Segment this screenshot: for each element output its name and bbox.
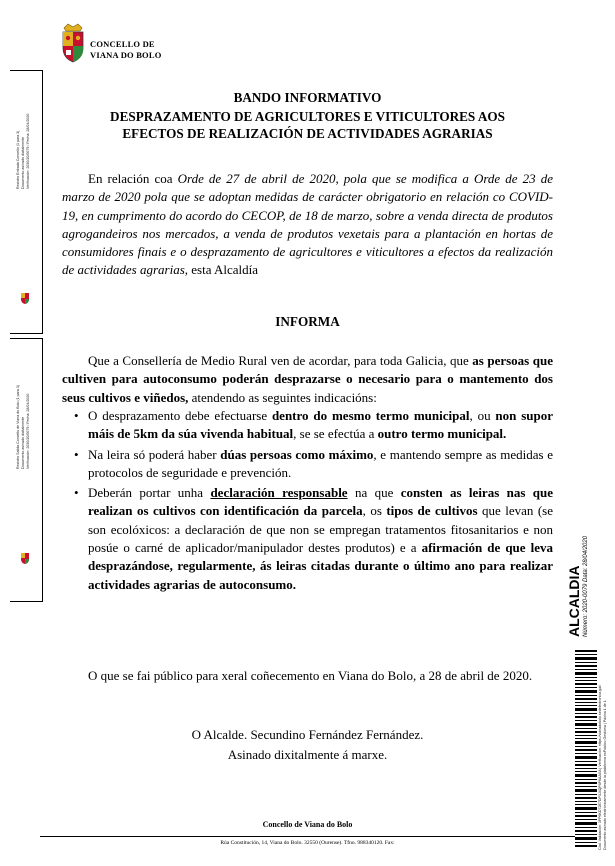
bold-run: afirmación de que leva desprazándose, regularmente, ás leiras citadas durante o último ano para realizar actividades agrarias de autoconsumo. [88,540,553,592]
verification-text [598,685,607,850]
org-name-line2: VIANA DO BOLO [90,50,162,60]
indications-list [62,407,553,596]
text-run: , se se efectúa a [293,426,378,442]
bando-title: BANDO INFORMATIVO [233,90,382,105]
registry-stamp-entry [10,70,43,334]
list-item [62,446,553,483]
barcode-icon [575,650,597,850]
informa-heading: INFORMA [275,314,340,329]
stamp-text: Documento asinado dixitalmente [21,136,25,189]
bold-run: dúas persoas como máximo [220,446,374,462]
coat-of-arms-icon [60,22,86,64]
text-run: , esta Alcaldía [184,262,259,278]
list-item [62,407,553,444]
text-run: , e mantendo sempre as medidas e protocolos de seguridade e prevención. [88,446,553,480]
document-title-line1: DESPRAZAMENTO DE AGRICULTORES E VITICULTORES AOS [110,109,505,124]
footer-org-name: Concello de Viana do Bolo [262,820,353,829]
bold-run: dentro do mesmo termo municipal [271,408,470,423]
document-title-line2: EFECTOS DE REALIZACIÓN DE ACTIVIDADES AGRARIAS [122,126,493,141]
text-run: atendendo as seguintes indicacións: [188,389,377,405]
underlined-bold-run: declaración responsable [210,485,348,501]
footer-address: Rúa Constitución, 14, Viana do Bolo. 32550 (Ourense). Tfno. 988340120. Fax: [220,840,395,846]
stamp-text: Rexistro Salida Concello de Viana do Bolo (1 para 3) [16,384,20,469]
stamp-text: Verificación: 2030/20/0079 / Fecha: 28/04/2020 [26,113,30,189]
text-run: Na leira só poderá haber [88,446,221,462]
bold-run: outro termo municipal. [377,426,507,442]
alcaldia-label: ALCALDIA [566,565,582,637]
verification-line: Documento asinado electrónicamente desde la plataforma esPublico Gestiona | Páxina 1 de 1 [602,700,607,850]
order-reference: Orde de 27 de abril de 2020, pola que se modifica a Orde de 23 de marzo de 2020 pola que se adoptan medidas de carácter obrigatorio en relación co COVID-19, en cumprimento do acordo do CECOP, de 18 de marzo, sobre a venda directa de produtos agrogandeiros nos mercados, a venda de produtos vexetais para a plantación en hortas de consumidores finais e o desprazamento de agricultores e viticultores a efectos da realización de actividades agrarias [62,171,553,278]
org-name-line1: CONCELLO DE [90,39,155,49]
stamp-text: Rexistro Entrada Concello (1 para 3) [16,130,20,189]
stamp-text: Documento asinado dixitalmente [21,416,25,469]
bold-run: tipos de cultivos [386,503,478,519]
list-item [62,484,553,594]
text-run: En relación coa [88,171,178,186]
text-run: O desprazamento debe efectuarse [88,408,272,423]
text-run: Que a Consellería de Medio Rural ven de acordar, para toda Galicia, que [88,353,473,368]
signature-note: Asinado dixitalmente á marxe. [227,747,388,762]
verification-line: Cód. Validación: 3FP6KD72E7DP3J4QF6P6AAXA | Verificación: https://vianadobolo.sedelectronica.gal/ [598,685,602,850]
consellería-paragraph [62,352,553,407]
bullet-icon: • [74,446,79,462]
footer-divider [40,836,575,837]
text-run: na que [347,485,401,501]
bold-run: as persoas que cultiven para autoconsumo poderán desprazarse o necesario para o mantemento dos seus cultivos e viñedos, [62,353,553,405]
registry-stamp-exit [10,338,43,602]
bold-run: consten as leiras nas que realizan os cultivos con identificación da parcela [88,485,554,519]
bold-run: non supor máis de 5km da súa vivenda habitual [88,408,553,442]
text-run: , ou [469,408,496,423]
document-number: Número: 2020-0079 Data: 28/04/2020 [583,535,589,637]
document-title [62,108,553,142]
text-run: que levan (se son ecolóxicos: a declaración de que non se empregan tratamentos fitosanitarios e non posúe o carné de aplicador/manipulador destes produtos) e a [88,503,553,556]
mini-crest-icon [20,551,30,565]
bullet-icon: • [74,485,79,501]
left-margin-stamps [10,70,44,710]
stamp-text: Verificación: 2030/20/0079 / Fecha: 28/04/2020 [26,393,30,469]
text-run: , os [362,503,387,519]
org-name [90,39,162,61]
header-logo [60,22,180,72]
intro-paragraph [62,170,553,280]
text-run: Deberán portar unha [88,485,211,501]
closing-paragraph: O que se fai público para xeral coñecemento en Viana do Bolo, a 28 de abril de 2020. [88,668,533,683]
signature-name: O Alcalde. Secundino Fernández Fernández. [191,727,424,742]
mini-crest-icon [20,291,30,305]
bullet-icon: • [74,408,79,423]
